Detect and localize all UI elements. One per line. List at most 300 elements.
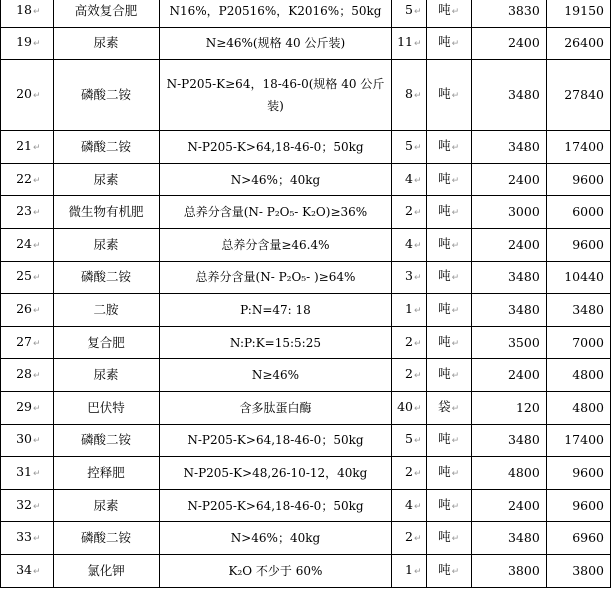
product-name-cell — [53, 0, 159, 27]
total-amount-text: 3800 — [572, 562, 604, 578]
quantity-text: 1 — [405, 561, 413, 577]
total-amount-text: 3480 — [572, 301, 604, 317]
paragraph-mark-icon: ↵ — [32, 175, 41, 186]
unit-price-cell — [471, 131, 546, 164]
row-number-text: 27 — [16, 333, 32, 349]
product-name-text: 磷酸二铵 — [81, 269, 132, 285]
row-number-text: 33 — [16, 529, 32, 545]
specification-cell — [159, 196, 392, 229]
unit-cell — [426, 424, 471, 457]
paragraph-mark-icon: ↵ — [414, 338, 422, 349]
unit-text: 袋 — [438, 398, 451, 414]
quantity-cell — [392, 294, 426, 327]
row-number-text: 24 — [16, 235, 32, 251]
row-number-text: 31 — [16, 463, 32, 479]
total-amount-cell — [546, 261, 610, 294]
product-name-cell — [53, 163, 159, 196]
total-amount-text: 26400 — [564, 35, 604, 51]
specification-cell — [159, 261, 392, 294]
product-name-text: 磷酸二铵 — [81, 87, 132, 103]
unit-text: 吨 — [438, 1, 451, 17]
unit-price-text: 3830 — [507, 2, 540, 18]
unit-price-cell — [471, 294, 546, 327]
paragraph-mark-icon: ↵ — [32, 273, 41, 284]
product-name-text: 二胺 — [93, 301, 119, 317]
row-number-text: 28 — [16, 366, 32, 382]
row-number-cell — [1, 522, 54, 555]
unit-cell — [426, 60, 471, 131]
unit-price-cell — [471, 359, 546, 392]
specification-text: N>46%；40kg — [230, 531, 321, 546]
product-name-text: 控释肥 — [87, 464, 125, 480]
quantity-cell — [392, 196, 426, 229]
unit-cell — [426, 294, 471, 327]
row-number-text: 34 — [16, 561, 32, 577]
total-amount-text: 4800 — [572, 367, 604, 383]
unit-text: 吨 — [438, 333, 451, 349]
quantity-cell — [392, 0, 426, 27]
unit-text: 吨 — [438, 300, 451, 316]
specification-cell — [159, 359, 392, 392]
paragraph-mark-icon: ↵ — [414, 273, 422, 284]
unit-price-cell — [471, 0, 546, 27]
unit-text: 吨 — [438, 529, 451, 545]
paragraph-mark-icon: ↵ — [414, 371, 422, 382]
unit-price-text: 3480 — [507, 87, 540, 103]
product-name-text: 高效复合肥 — [74, 2, 138, 18]
quantity-cell — [392, 27, 426, 60]
unit-text: 吨 — [438, 431, 451, 447]
unit-price-text: 2400 — [507, 35, 540, 51]
total-amount-text: 17400 — [564, 138, 604, 154]
quantity-cell — [392, 261, 426, 294]
quantity-cell — [392, 424, 426, 457]
paragraph-mark-icon: ↵ — [451, 208, 460, 219]
quantity-cell — [392, 326, 426, 359]
unit-cell — [426, 522, 471, 555]
total-amount-cell — [546, 60, 610, 131]
unit-price-text: 3000 — [507, 204, 540, 220]
specification-cell — [159, 60, 392, 131]
unit-price-cell — [471, 391, 546, 424]
product-name-text: 氯化钾 — [87, 562, 125, 578]
paragraph-mark-icon: ↵ — [32, 91, 41, 102]
total-amount-cell — [546, 522, 610, 555]
product-name-cell — [53, 424, 159, 457]
table-row — [1, 60, 611, 131]
specification-cell — [159, 522, 392, 555]
quantity-text: 40 — [397, 398, 413, 414]
product-name-text: 尿素 — [93, 497, 119, 513]
paragraph-mark-icon: ↵ — [451, 91, 460, 102]
paragraph-mark-icon: ↵ — [32, 403, 41, 414]
paragraph-mark-icon: ↵ — [451, 371, 460, 382]
product-name-cell — [53, 554, 159, 587]
row-number-cell — [1, 294, 54, 327]
specification-cell — [159, 326, 392, 359]
product-name-text: 微生物有机肥 — [68, 204, 144, 220]
table-row — [1, 131, 611, 164]
specification-text: P:N=47: 18 — [240, 302, 311, 317]
unit-text: 吨 — [438, 463, 451, 479]
row-number-cell — [1, 326, 54, 359]
paragraph-mark-icon: ↵ — [32, 371, 41, 382]
quantity-cell — [392, 228, 426, 261]
paragraph-mark-icon: ↵ — [32, 436, 41, 447]
row-number-cell — [1, 424, 54, 457]
paragraph-mark-icon: ↵ — [451, 142, 460, 153]
quantity-cell — [392, 489, 426, 522]
unit-cell — [426, 489, 471, 522]
paragraph-mark-icon: ↵ — [451, 436, 460, 447]
unit-cell — [426, 326, 471, 359]
unit-cell — [426, 391, 471, 424]
unit-price-text: 2400 — [507, 497, 540, 513]
total-amount-text: 19150 — [564, 2, 604, 18]
unit-text: 吨 — [438, 366, 451, 382]
specification-cell — [159, 163, 392, 196]
unit-price-text: 2400 — [507, 236, 540, 252]
quantity-text: 5 — [405, 1, 413, 17]
table-row — [1, 261, 611, 294]
row-number-cell — [1, 60, 54, 131]
total-amount-text: 7000 — [572, 334, 604, 350]
specification-text: N>46%；40kg — [230, 172, 321, 187]
product-name-cell — [53, 261, 159, 294]
paragraph-mark-icon: ↵ — [414, 39, 422, 50]
row-number-text: 23 — [16, 203, 32, 219]
specification-text: N-P205-K>64,18-46-0；50kg — [187, 139, 364, 154]
total-amount-cell — [546, 0, 610, 27]
paragraph-mark-icon: ↵ — [32, 39, 41, 50]
paragraph-mark-icon: ↵ — [451, 501, 460, 512]
paragraph-mark-icon: ↵ — [451, 305, 460, 316]
row-number-text: 18 — [16, 1, 32, 17]
product-name-text: 尿素 — [93, 171, 119, 187]
total-amount-text: 9600 — [572, 236, 604, 252]
paragraph-mark-icon: ↵ — [32, 468, 41, 479]
total-amount-cell — [546, 163, 610, 196]
table-row — [1, 522, 611, 555]
quantity-cell — [392, 359, 426, 392]
paragraph-mark-icon: ↵ — [32, 208, 41, 219]
quantity-text: 2 — [405, 333, 413, 349]
quantity-text: 2 — [405, 366, 413, 382]
unit-price-cell — [471, 326, 546, 359]
unit-price-cell — [471, 196, 546, 229]
specification-text: N-P205-K≥64，18-46-0(规格 40 公斤装) — [166, 77, 385, 114]
product-name-text: 尿素 — [93, 236, 119, 252]
unit-price-cell — [471, 228, 546, 261]
quantity-text: 4 — [405, 235, 413, 251]
unit-price-text: 3480 — [507, 138, 540, 154]
total-amount-cell — [546, 489, 610, 522]
quantity-cell — [392, 131, 426, 164]
specification-text: 含多肽蛋白酶 — [239, 400, 312, 415]
total-amount-cell — [546, 359, 610, 392]
paragraph-mark-icon: ↵ — [32, 338, 41, 349]
unit-text: 吨 — [438, 86, 451, 102]
unit-price-text: 3480 — [507, 301, 540, 317]
specification-text: 总养分含量(N- P₂O₅- K₂O)≥36% — [183, 205, 368, 220]
unit-cell — [426, 131, 471, 164]
product-name-cell — [53, 326, 159, 359]
unit-price-text: 3800 — [507, 562, 540, 578]
specification-text: N≥46% — [251, 368, 300, 383]
quantity-text: 1 — [405, 300, 413, 316]
unit-text: 吨 — [438, 203, 451, 219]
unit-price-text: 120 — [515, 399, 540, 415]
product-name-cell — [53, 457, 159, 490]
total-amount-text: 6960 — [572, 530, 604, 546]
row-number-cell — [1, 489, 54, 522]
quantity-text: 2 — [405, 203, 413, 219]
quantity-text: 4 — [405, 496, 413, 512]
quantity-cell — [392, 554, 426, 587]
row-number-text: 25 — [16, 268, 32, 284]
paragraph-mark-icon: ↵ — [451, 240, 460, 251]
paragraph-mark-icon: ↵ — [414, 501, 422, 512]
row-number-cell — [1, 261, 54, 294]
total-amount-text: 9600 — [572, 464, 604, 480]
specification-cell — [159, 554, 392, 587]
unit-price-cell — [471, 457, 546, 490]
quantity-text: 5 — [405, 431, 413, 447]
paragraph-mark-icon: ↵ — [414, 403, 422, 414]
unit-cell — [426, 261, 471, 294]
paragraph-mark-icon: ↵ — [32, 142, 41, 153]
row-number-text: 22 — [16, 170, 32, 186]
table-row — [1, 196, 611, 229]
product-name-cell — [53, 359, 159, 392]
quantity-cell — [392, 60, 426, 131]
total-amount-cell — [546, 457, 610, 490]
specification-text: N-P205-K>48,26-10-12，40kg — [183, 465, 368, 480]
paragraph-mark-icon: ↵ — [451, 6, 460, 17]
unit-price-cell — [471, 60, 546, 131]
product-name-text: 尿素 — [93, 35, 119, 51]
specification-cell — [159, 0, 392, 27]
row-number-cell — [1, 457, 54, 490]
total-amount-cell — [546, 294, 610, 327]
quantity-text: 2 — [405, 529, 413, 545]
unit-price-text: 3480 — [507, 432, 540, 448]
table-row — [1, 391, 611, 424]
unit-price-cell — [471, 424, 546, 457]
table-row — [1, 554, 611, 587]
specification-text: N-P205-K>64,18-46-0；50kg — [187, 433, 364, 448]
product-name-cell — [53, 27, 159, 60]
specification-text: 总养分含量(N- P₂O₅- )≥64% — [195, 270, 356, 285]
paragraph-mark-icon: ↵ — [32, 501, 41, 512]
product-name-cell — [53, 228, 159, 261]
specification-cell — [159, 294, 392, 327]
total-amount-text: 10440 — [564, 269, 604, 285]
unit-cell — [426, 27, 471, 60]
quantity-text: 11 — [397, 34, 413, 50]
unit-price-cell — [471, 489, 546, 522]
paragraph-mark-icon: ↵ — [32, 305, 41, 316]
product-name-text: 巴伏特 — [87, 399, 125, 415]
unit-price-cell — [471, 163, 546, 196]
total-amount-text: 9600 — [572, 497, 604, 513]
quantity-text: 3 — [405, 268, 413, 284]
paragraph-mark-icon: ↵ — [414, 566, 422, 577]
specification-cell — [159, 131, 392, 164]
unit-price-text: 3480 — [507, 530, 540, 546]
specification-cell — [159, 228, 392, 261]
paragraph-mark-icon: ↵ — [451, 566, 460, 577]
unit-price-cell — [471, 261, 546, 294]
total-amount-text: 17400 — [564, 432, 604, 448]
product-name-cell — [53, 60, 159, 131]
row-number-cell — [1, 391, 54, 424]
unit-cell — [426, 228, 471, 261]
paragraph-mark-icon: ↵ — [414, 468, 422, 479]
row-number-text: 26 — [16, 300, 32, 316]
row-number-cell — [1, 359, 54, 392]
quantity-text: 2 — [405, 463, 413, 479]
unit-price-text: 2400 — [507, 171, 540, 187]
row-number-cell — [1, 0, 54, 27]
specification-cell — [159, 424, 392, 457]
row-number-cell — [1, 163, 54, 196]
quantity-text: 5 — [405, 137, 413, 153]
unit-text: 吨 — [438, 170, 451, 186]
row-number-cell — [1, 196, 54, 229]
row-number-text: 32 — [16, 496, 32, 512]
product-name-text: 磷酸二铵 — [81, 432, 132, 448]
total-amount-cell — [546, 196, 610, 229]
product-name-cell — [53, 391, 159, 424]
paragraph-mark-icon: ↵ — [451, 175, 460, 186]
table-row — [1, 27, 611, 60]
paragraph-mark-icon: ↵ — [451, 468, 460, 479]
paragraph-mark-icon: ↵ — [451, 403, 460, 414]
unit-price-cell — [471, 522, 546, 555]
row-number-cell — [1, 228, 54, 261]
paragraph-mark-icon: ↵ — [451, 273, 460, 284]
specification-text: N-P205-K>64,18-46-0；50kg — [187, 498, 364, 513]
product-name-text: 尿素 — [93, 367, 119, 383]
total-amount-text: 6000 — [572, 204, 604, 220]
unit-cell — [426, 196, 471, 229]
specification-cell — [159, 457, 392, 490]
unit-cell — [426, 554, 471, 587]
unit-text: 吨 — [438, 235, 451, 251]
table-row — [1, 228, 611, 261]
row-number-text: 21 — [16, 137, 32, 153]
product-name-text: 磷酸二铵 — [81, 138, 132, 154]
product-name-cell — [53, 489, 159, 522]
specification-cell — [159, 489, 392, 522]
total-amount-cell — [546, 27, 610, 60]
row-number-text: 19 — [16, 34, 32, 50]
paragraph-mark-icon: ↵ — [414, 534, 422, 545]
specification-cell — [159, 27, 392, 60]
unit-text: 吨 — [438, 496, 451, 512]
specification-text: N16%，P20516%，K2016%；50kg — [169, 3, 382, 18]
table-row — [1, 424, 611, 457]
paragraph-mark-icon: ↵ — [451, 39, 460, 50]
total-amount-text: 4800 — [572, 399, 604, 415]
unit-text: 吨 — [438, 34, 451, 50]
total-amount-cell — [546, 424, 610, 457]
paragraph-mark-icon: ↵ — [414, 91, 422, 102]
paragraph-mark-icon: ↵ — [414, 305, 422, 316]
row-number-text: 29 — [16, 398, 32, 414]
specification-text: 总养分含量≥46.4% — [221, 237, 330, 252]
unit-price-cell — [471, 554, 546, 587]
table-row — [1, 294, 611, 327]
unit-text: 吨 — [438, 137, 451, 153]
paragraph-mark-icon: ↵ — [414, 175, 422, 186]
unit-text: 吨 — [438, 561, 451, 577]
unit-price-text: 4800 — [507, 464, 540, 480]
paragraph-mark-icon: ↵ — [414, 240, 422, 251]
table-row — [1, 163, 611, 196]
table-body — [1, 0, 611, 587]
table-row — [1, 359, 611, 392]
product-name-cell — [53, 131, 159, 164]
quantity-text: 8 — [405, 86, 413, 102]
total-amount-cell — [546, 228, 610, 261]
paragraph-mark-icon: ↵ — [414, 142, 422, 153]
row-number-cell — [1, 131, 54, 164]
paragraph-mark-icon: ↵ — [451, 534, 460, 545]
row-number-cell — [1, 554, 54, 587]
paragraph-mark-icon: ↵ — [414, 6, 422, 17]
unit-price-text: 2400 — [507, 367, 540, 383]
product-name-cell — [53, 294, 159, 327]
row-number-cell — [1, 27, 54, 60]
row-number-text: 30 — [16, 431, 32, 447]
total-amount-cell — [546, 326, 610, 359]
table-row — [1, 0, 611, 27]
unit-price-text: 3480 — [507, 269, 540, 285]
specification-text: N:P:K=15:5:25 — [229, 335, 321, 350]
unit-price-cell — [471, 27, 546, 60]
quantity-cell — [392, 163, 426, 196]
unit-cell — [426, 457, 471, 490]
paragraph-mark-icon: ↵ — [32, 240, 41, 251]
product-name-cell — [53, 522, 159, 555]
table-row — [1, 457, 611, 490]
table-row — [1, 489, 611, 522]
specification-text: N≥46%(规格 40 公斤装) — [205, 36, 346, 51]
specification-text: K₂O 不少于 60% — [228, 563, 323, 578]
quantity-cell — [392, 457, 426, 490]
total-amount-cell — [546, 391, 610, 424]
quantity-cell — [392, 391, 426, 424]
total-amount-cell — [546, 554, 610, 587]
paragraph-mark-icon: ↵ — [32, 6, 41, 17]
paragraph-mark-icon: ↵ — [451, 338, 460, 349]
paragraph-mark-icon: ↵ — [32, 534, 41, 545]
row-number-text: 20 — [16, 86, 32, 102]
unit-cell — [426, 0, 471, 27]
product-name-text: 复合肥 — [87, 334, 125, 350]
product-name-text: 磷酸二铵 — [81, 530, 132, 546]
total-amount-cell — [546, 131, 610, 164]
quantity-text: 4 — [405, 170, 413, 186]
product-name-cell — [53, 196, 159, 229]
unit-cell — [426, 359, 471, 392]
quantity-cell — [392, 522, 426, 555]
total-amount-text: 9600 — [572, 171, 604, 187]
paragraph-mark-icon: ↵ — [32, 566, 41, 577]
unit-cell — [426, 163, 471, 196]
